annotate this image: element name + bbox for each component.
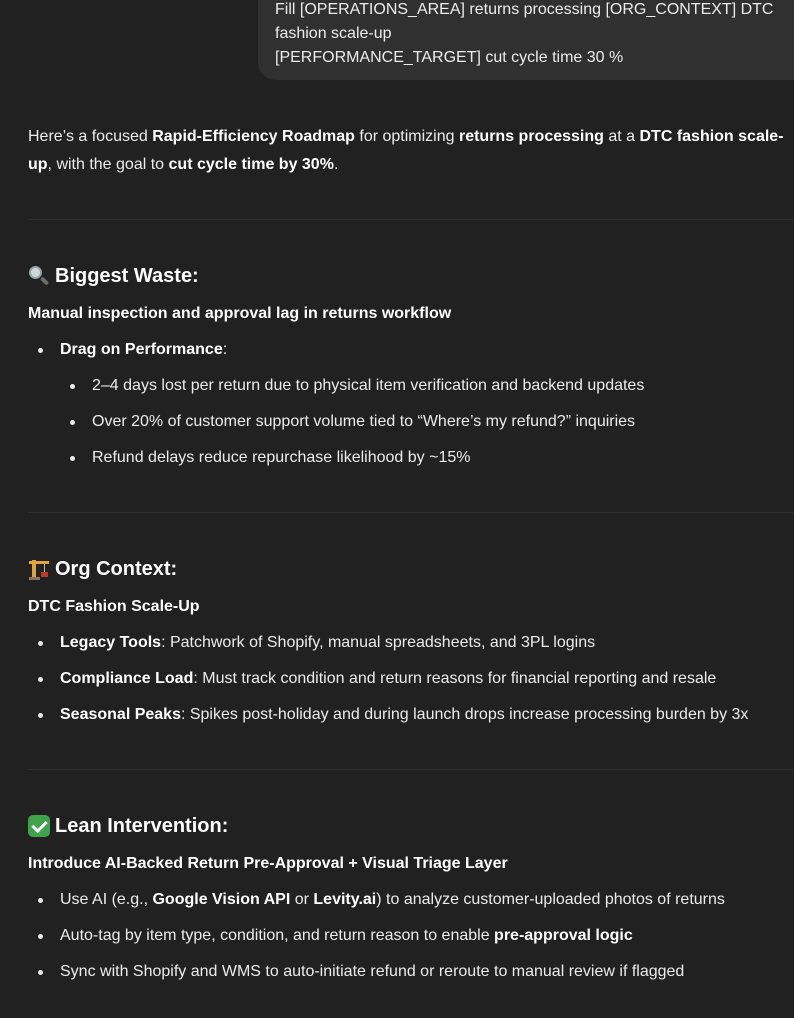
- bullet-text: Sync with Shopify and WMS to auto-initiate refund or reroute to manual review if flagged: [60, 963, 685, 980]
- bullet-label: Legacy Tools: [60, 634, 162, 651]
- bullet-text: Auto-tag by item type, condition, and return reason to enable: [60, 927, 495, 944]
- intro-text: Here’s a focused: [28, 128, 153, 145]
- intro-bold: returns processing: [458, 128, 604, 145]
- section-subtitle: Introduce AI-Backed Return Pre-Approval + Visual Triage Layer: [28, 855, 508, 872]
- list-item: [60, 633, 595, 653]
- intro-text: at a: [603, 128, 640, 145]
- intro-paragraph: [28, 123, 788, 179]
- bullet-text: or: [290, 891, 314, 908]
- bullet-label: Seasonal Peaks: [60, 706, 181, 723]
- user-message-bubble: [258, 0, 794, 80]
- list-item: Refund delays reduce repurchase likelihood by ~15%: [92, 449, 471, 466]
- section-title-text: Biggest Waste:: [55, 265, 199, 287]
- bullet-label: Drag on Performance: [60, 341, 223, 358]
- section-subtitle: DTC Fashion Scale-Up: [28, 598, 200, 615]
- bullet-text: : Patchwork of Shopify, manual spreadsheets, and 3PL logins: [161, 634, 596, 651]
- bullet-text: :: [222, 341, 228, 358]
- section-title-text: Org Context:: [55, 558, 178, 580]
- intro-bold: DTC fashion scale-up: [28, 128, 784, 173]
- list-item: [60, 890, 725, 910]
- bullet-bold: Google Vision API: [152, 891, 291, 908]
- divider: [28, 219, 794, 220]
- list-item: 2–4 days lost per return due to physical item verification and backend updates: [92, 377, 645, 394]
- user-message-line: fashion scale-up: [275, 25, 392, 42]
- list-item: [60, 340, 227, 360]
- check-icon: [28, 815, 50, 837]
- bullet-text: ) to analyze customer-uploaded photos of returns: [376, 891, 725, 908]
- list-item: Over 20% of customer support volume tied to “Where’s my refund?” inquiries: [92, 413, 636, 430]
- bullet-text: : Must track condition and return reasons for financial reporting and resale: [193, 670, 717, 687]
- intro-text: .: [333, 156, 339, 173]
- bullet-text: Use AI (e.g.,: [60, 891, 153, 908]
- intro-bold: cut cycle time by 30%: [168, 156, 334, 173]
- magnifier-icon: [28, 265, 50, 287]
- list-item: [60, 926, 633, 946]
- user-message-line: Fill [OPERATIONS_AREA] returns processing [ORG_CONTEXT] DTC: [275, 1, 774, 18]
- section-title-biggest-waste: [28, 262, 199, 290]
- intro-text: for optimizing: [354, 128, 459, 145]
- section-title-org-context: [28, 555, 177, 583]
- section-title-lean-intervention: [28, 812, 228, 840]
- intro-bold: Rapid-Efficiency Roadmap: [152, 128, 355, 145]
- intro-text: , with the goal to: [47, 156, 169, 173]
- list-item: [60, 962, 684, 982]
- list-item: [60, 705, 748, 725]
- section-title-text: Lean Intervention:: [55, 815, 229, 837]
- user-message-line: [PERFORMANCE_TARGET] cut cycle time 30 %: [275, 49, 624, 66]
- list-item: [60, 669, 716, 689]
- bullet-bold: Levity.ai: [313, 891, 377, 908]
- crane-icon: [28, 558, 50, 580]
- section-subtitle: Manual inspection and approval lag in returns workflow: [28, 305, 452, 322]
- divider: [28, 769, 794, 770]
- bullet-text: : Spikes post-holiday and during launch drops increase processing burden by 3x: [180, 706, 749, 723]
- bullet-label: Compliance Load: [60, 670, 194, 687]
- divider: [28, 512, 794, 513]
- bullet-bold: pre-approval logic: [494, 927, 633, 944]
